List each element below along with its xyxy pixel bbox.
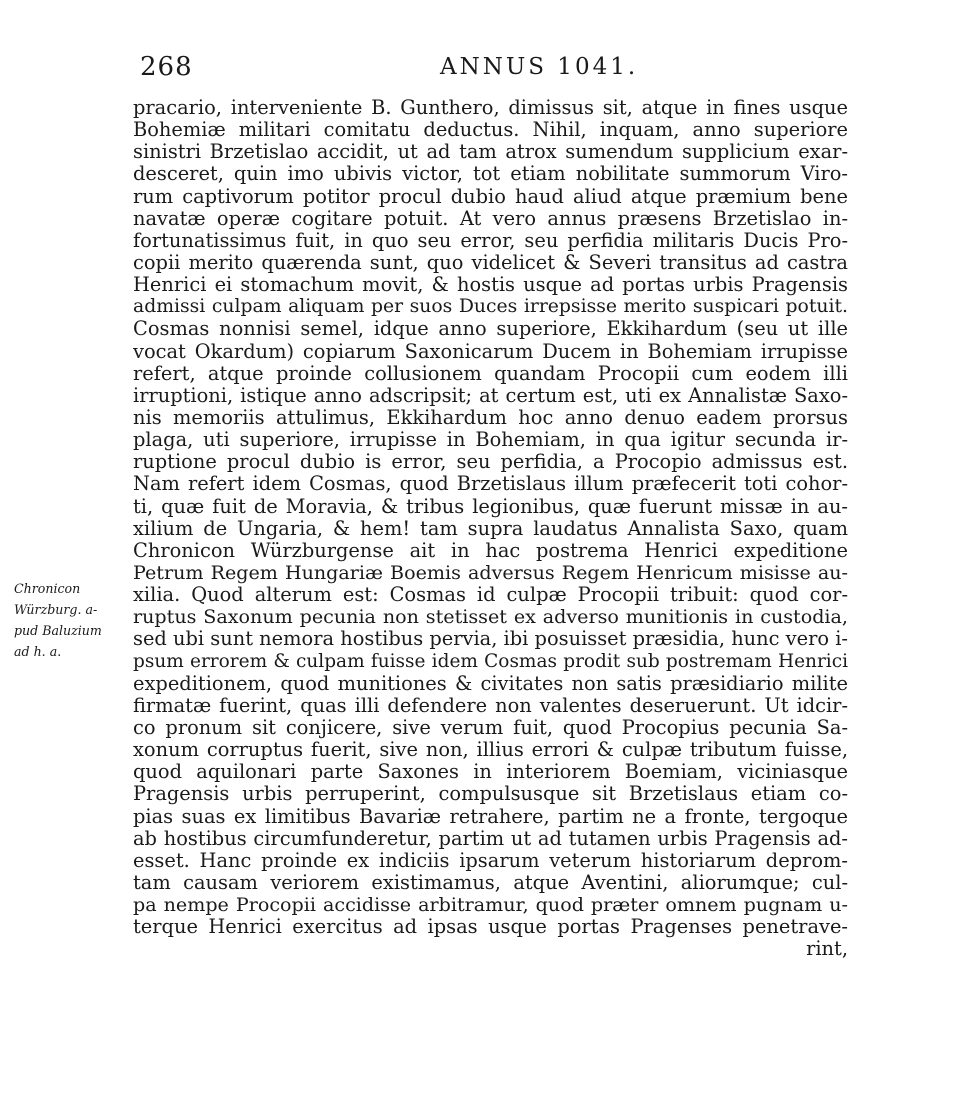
text-line: tam causam veriorem existimamus, atque Aventini, aliorumque; cul- xyxy=(133,871,848,894)
marginal-note-line: Würzburg. a- xyxy=(14,602,98,617)
text-line: pias suas ex limitibus Bavariæ retrahere, partim ne a fronte, tergoque xyxy=(133,805,848,828)
text-line: Chronicon Würzburgense ait in hac postrema Henrici expeditione xyxy=(133,539,848,562)
marginal-note-line: pud Baluzium xyxy=(14,623,102,638)
text-line: sed ubi sunt nemora hostibus pervia, ibi posuisset præsidia, hunc vero i- xyxy=(133,628,848,651)
marginal-note-line: Chronicon xyxy=(14,581,81,596)
text-line: co pronum sit conjicere, sive verum fuit, quod Procopius pecunia Sa- xyxy=(133,716,848,739)
text-line: plaga, uti superiore, irrupisse in Bohemiam, in qua igitur secunda ir- xyxy=(133,429,848,452)
text-line: vocat Okardum) copiarum Saxonicarum Ducem in Bohemiam irrupisse xyxy=(133,340,848,363)
text-line: irruptioni, istique anno adscripsit; at certum est, uti ex Annalistæ Saxo- xyxy=(133,384,848,407)
text-line: quod aquilonari parte Saxones in interiorem Boemiam, viciniasque xyxy=(133,761,848,784)
text-line: Bohemiæ militari comitatu deductus. Nihil, inquam, anno superiore xyxy=(133,119,848,142)
text-line: xilia. Quod alterum est: Cosmas id culpæ Procopii tribuit: quod cor- xyxy=(133,584,848,607)
text-line: refert, atque proinde collusionem quandam Procopii cum eodem illi xyxy=(133,362,848,385)
text-line: desceret, quin imo ubivis victor, tot etiam nobilitate summorum Viro- xyxy=(133,163,848,186)
text-line: sinistri Brzetislao accidit, ut ad tam atrox sumendum supplicium exar- xyxy=(133,141,848,164)
text-line: navatæ operæ cogitare potuit. At vero annus præsens Brzetislao in- xyxy=(133,207,848,230)
text-line: Pragensis urbis perruperint, compulsusque sit Brzetislaus etiam co- xyxy=(133,783,848,806)
marginal-note xyxy=(14,578,132,662)
text-line: xilium de Ungaria, & hem! tam supra laudatus Annalista Saxo, quam xyxy=(133,517,848,540)
text-line: ruptione procul dubio is error, seu perfidia, a Procopio admissus est. xyxy=(133,451,848,474)
text-line: Cosmas nonnisi semel, idque anno superiore, Ekkihardum (seu ut ille xyxy=(133,318,848,341)
marginal-note-line: ad h. a. xyxy=(14,644,62,659)
text-line: pa nempe Procopii accidisse arbitramur, quod præter omnem pugnam u- xyxy=(133,894,848,917)
text-line: rum captivorum potitor procul dubio haud aliud atque præmium bene xyxy=(133,185,848,208)
text-line: fortunatissimus fuit, in quo seu error, seu perfidia militaris Ducis Pro- xyxy=(133,229,848,252)
body-text xyxy=(133,97,848,960)
text-line: expeditionem, quod munitiones & civitates non satis præsidiario milite xyxy=(133,672,848,695)
text-line: Henrici ei stomachum movit, & hostis usque ad portas urbis Pragensis xyxy=(133,274,848,297)
text-line: nis memoriis attulimus, Ekkihardum hoc anno denuo eadem prorsus xyxy=(133,406,848,429)
text-line: terque Henrici exercitus ad ipsas usque portas Pragenses penetrave- xyxy=(133,916,848,939)
text-line: Nam refert idem Cosmas, quod Brzetislaus illum præfecerit toti cohor- xyxy=(133,473,848,496)
text-line: xonum corruptus fuerit, sive non, illius errori & culpæ tributum fuisse, xyxy=(133,739,848,762)
text-line: ab hostibus circumfunderetur, partim ut ad tutamen urbis Pragensis ad- xyxy=(133,827,848,850)
text-line: Petrum Regem Hungariæ Boemis adversus Regem Henricum misisse au- xyxy=(133,561,848,584)
text-line: esset. Hanc proinde ex indiciis ipsarum veterum historiarum deprom- xyxy=(133,849,848,872)
text-line: pracario, interveniente B. Gunthero, dimissus sit, atque in fines usque xyxy=(133,97,848,119)
text-line: ti, quæ fuit de Moravia, & tribus legionibus, quæ fuerunt missæ in au- xyxy=(133,495,848,518)
page-number: 268 xyxy=(140,52,193,82)
text-line: firmatæ fuerint, quas illi defendere non valentes deseruerunt. Ut idcir- xyxy=(133,694,848,717)
text-line: admissi culpam aliquam per suos Duces irrepsisse merito suspicari potuit. xyxy=(133,296,848,318)
text-line: psum errorem & culpam fuisse idem Cosmas prodit sub postremam Henrici xyxy=(133,650,848,672)
text-line: copii merito quærenda sunt, quo videlicet & Severi transitus ad castra xyxy=(133,251,848,274)
text-line: rint, xyxy=(806,938,848,961)
running-head: ANNUS 1041. xyxy=(440,54,639,80)
text-line: ruptus Saxonum pecunia non stetisset ex adverso munitionis in custodia, xyxy=(133,606,848,629)
